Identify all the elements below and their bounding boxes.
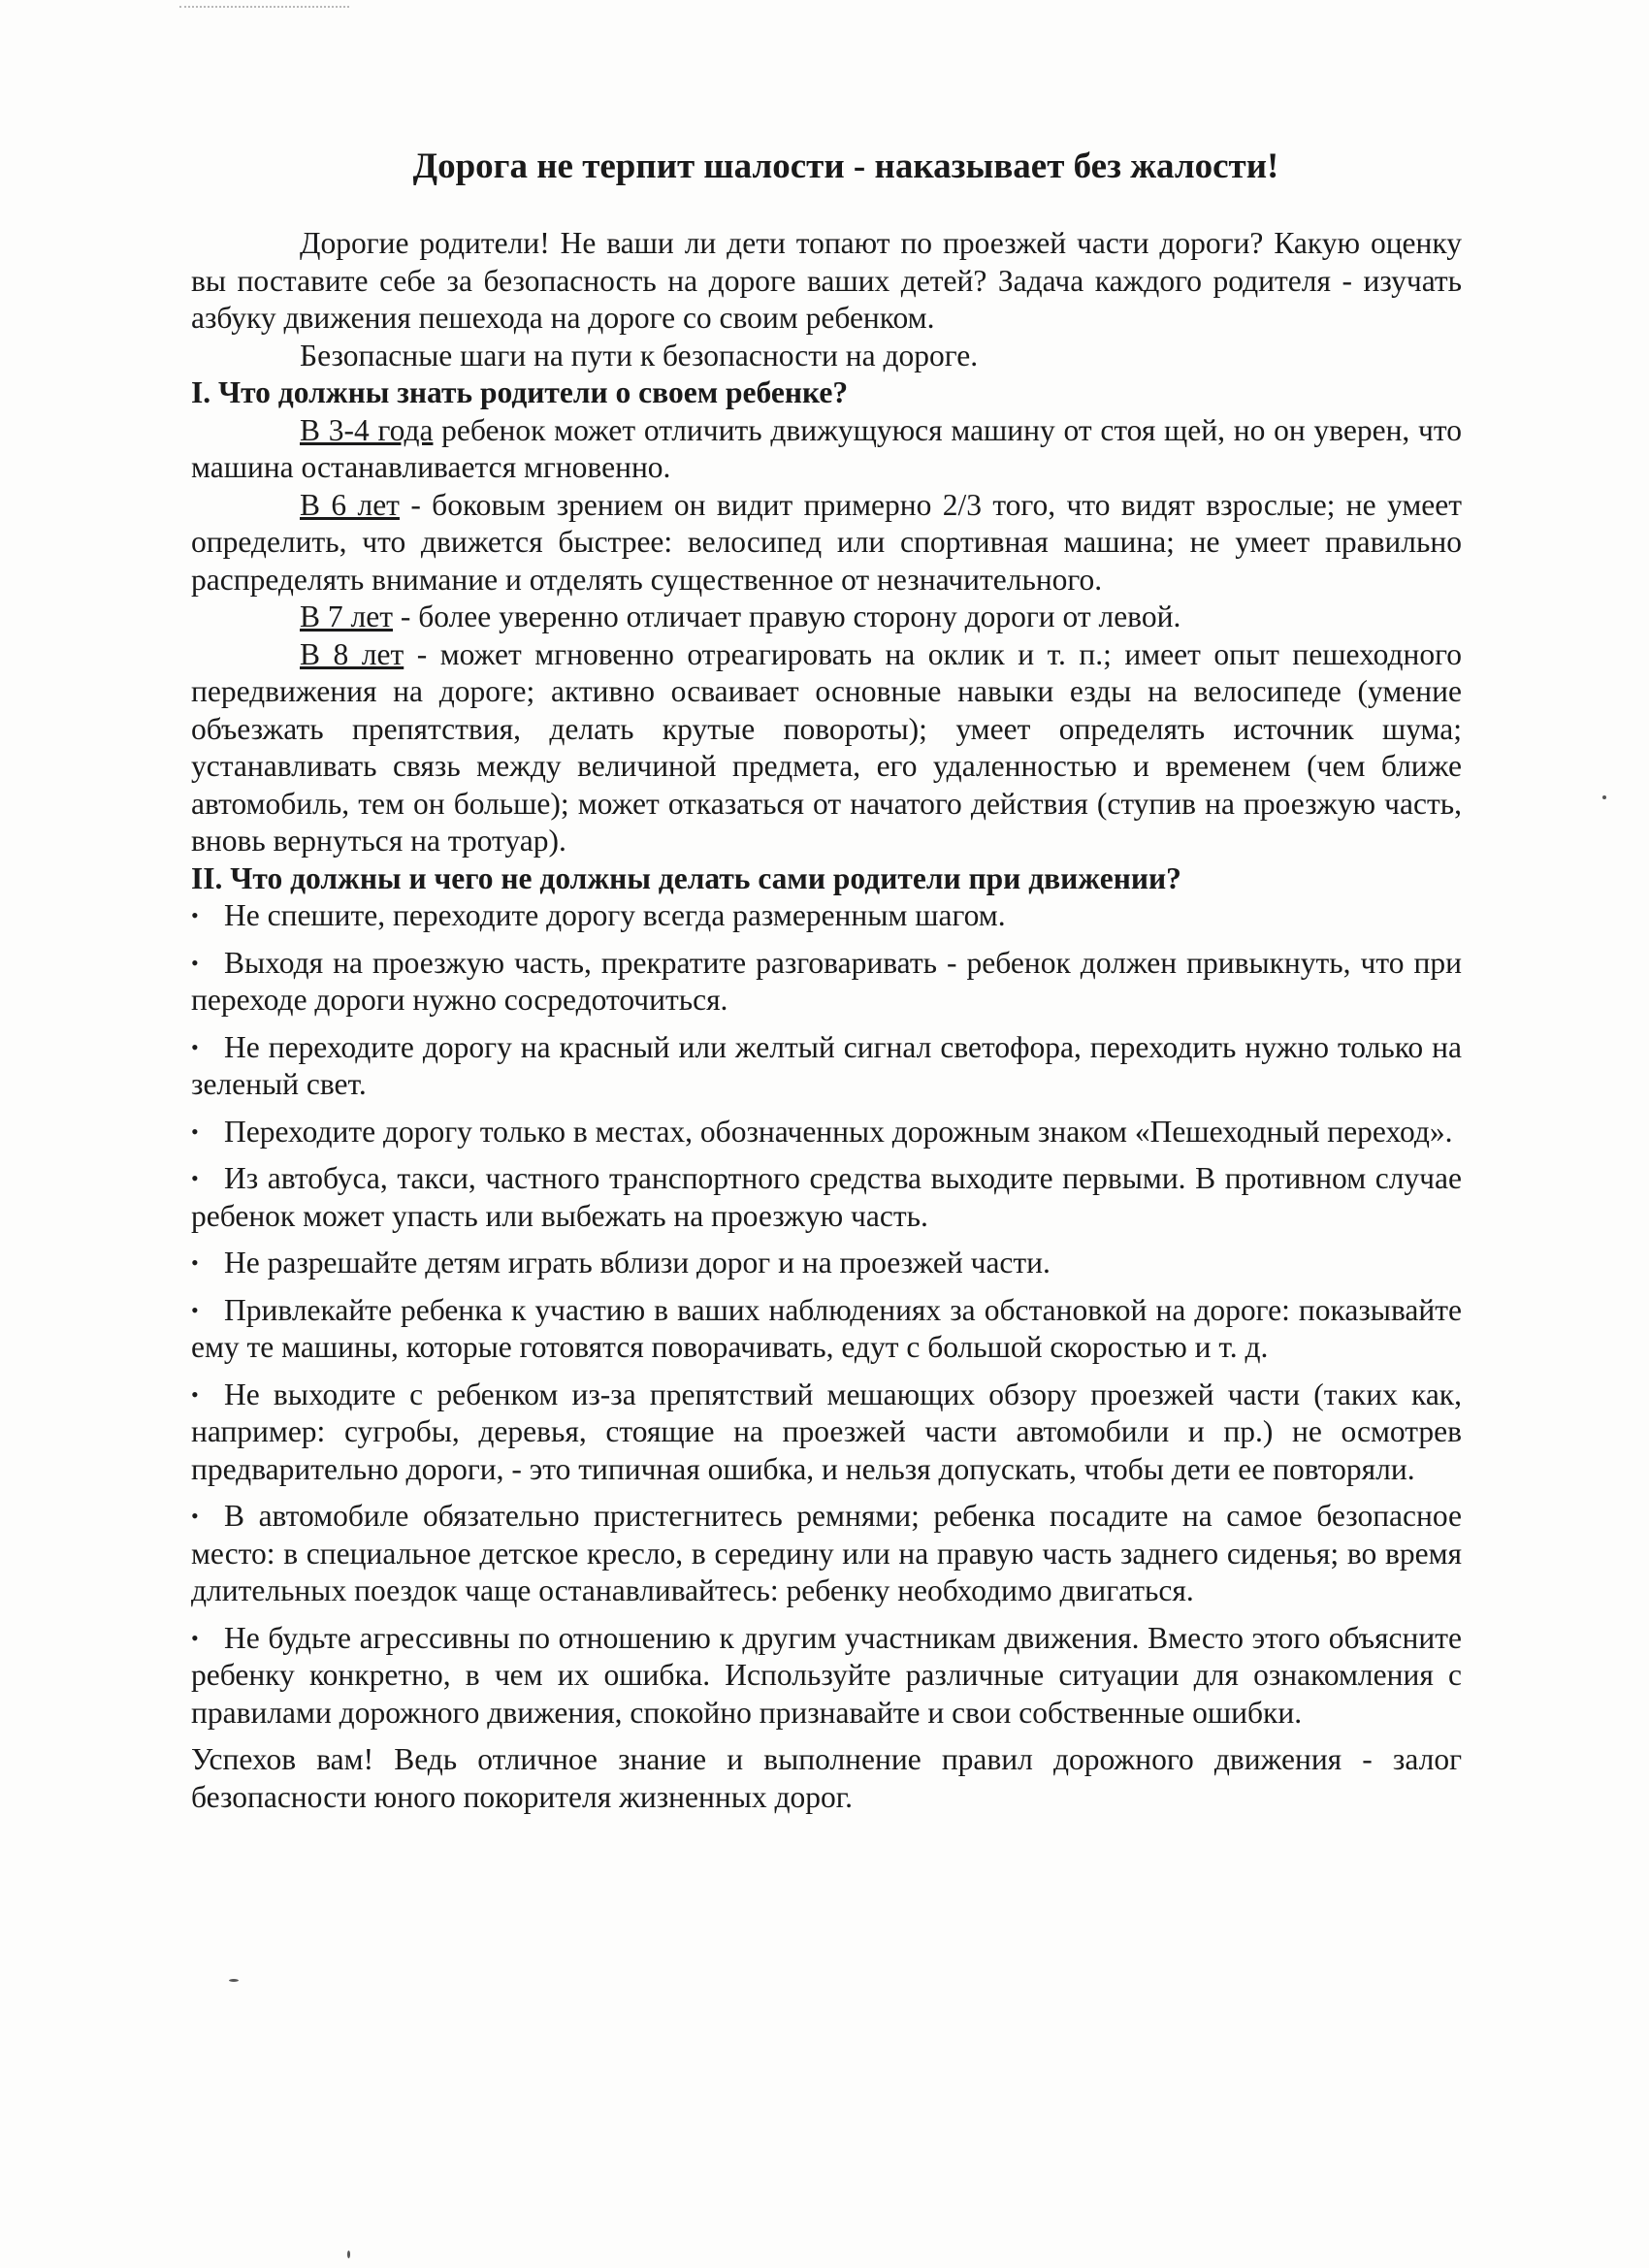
list-item <box>191 1160 1462 1235</box>
list-item-text: Выходя на проезжую часть, прекратите разговаривать - ребенок должен привыкнуть, что при переходе дороги нужно сосредоточиться. <box>191 945 1462 1017</box>
age-label: В 8 лет <box>300 636 404 671</box>
bullet-icon: • <box>191 1250 199 1275</box>
list-item-text: Из автобуса, такси, частного транспортного средства выходите первыми. В противном случае ребенок может упасть или выбежать на проезжую часть. <box>191 1161 1462 1233</box>
list-item <box>191 1620 1462 1733</box>
bullet-icon: • <box>191 1297 199 1322</box>
bullet-icon: • <box>191 1381 199 1407</box>
age-text: ребенок может отличить движущуюся машину от стоя щей, но он уверен, что машина останавливается мгновенно. <box>191 412 1462 484</box>
bullet-icon: • <box>191 1504 199 1528</box>
list-item <box>191 1292 1462 1367</box>
intro-paragraph: Дорогие родители! Не ваши ли дети топают по проезжей части дороги? Какую оценку вы поставите себе за безопасность на дороге ваших детей? Задача каждого родителя - изучать азбуку движения пешехода на дороге со своим ребенком. <box>191 226 1462 335</box>
scan-speck <box>1602 795 1606 799</box>
age-paragraph <box>191 636 1462 860</box>
age-text: - боковым зрением он видит примерно 2/3 того, что видят взрослые; не умеет определить, что движется быстрее: велосипед или спортивная машина; не умеет правильно распределять внимание и отделять существенное от незначительного. <box>191 487 1462 597</box>
document-title: Дорога не терпит шалости - наказывает без жалости! <box>412 146 1279 186</box>
bullet-icon: • <box>191 1118 199 1144</box>
age-paragraph <box>191 487 1462 599</box>
bullet-icon: • <box>191 903 199 927</box>
age-text: - может мгновенно отреагировать на оклик и т. п.; имеет опыт пешеходного передвижения на дороге; активно осваивает основные навыки езды на велосипеде (умение объезжать препятствия, делать крутые повороты); умеет определять источник шума; устанавливать связь между величиной предмета, его удаленностью и временем (чем ближе автомобиль, тем он больше); может отказаться от начатого действия (ступив на проезжую часть, вновь вернуться на тротуар). <box>191 636 1462 858</box>
list-item-text: Не разрешайте детям играть вблизи дорог и на проезжей части. <box>224 1246 1051 1280</box>
closing-paragraph: Успехов вам! Ведь отличное знание и выполнение правил дорожного движения - залог безопасности юного покорителя жизненных дорог. <box>191 1742 1462 1814</box>
list-item-text: Переходите дорогу только в местах, обозначенных дорожным знаком «Пешеходный переход». <box>224 1114 1453 1149</box>
age-label: В 3-4 года <box>300 412 434 447</box>
bullet-icon: • <box>191 1166 199 1190</box>
list-item <box>191 897 1462 935</box>
rules-list <box>191 897 1462 1732</box>
age-text: - более уверенно отличает правую сторону дороги от левой. <box>392 599 1181 633</box>
list-item <box>191 1245 1462 1282</box>
list-item-text: Привлекайте ребенка к участию в ваших наблюдениях за обстановкой на дороге: показывайте ему те машины, которые готовятся поворачивать, едут с большой скоростью и т. д. <box>191 1292 1462 1364</box>
bullet-icon: • <box>191 950 199 975</box>
list-item <box>191 945 1462 1020</box>
bullet-icon: • <box>191 1034 199 1059</box>
list-item-text: Не спешите, переходите дорогу всегда размеренным шагом. <box>224 898 1006 932</box>
scan-speck <box>347 2251 350 2258</box>
list-item-text: В автомобиле обязательно пристегнитесь ремнями; ребенка посадите на самое безопасное место: в специальное детское кресло, в середину или на правую часть заднего сиденья; во время длительных поездок чаще останавливайтесь: ребенку необходимо двигаться. <box>191 1499 1462 1607</box>
list-item-text: Не выходите с ребенком из-за препятствий мешающих обзору проезжей части (таких как, например: сугробы, деревья, стоящие на проезжей части автомобили и пр.) не осмотрев предварительно дороги, - это типичная ошибка, и нельзя допускать, чтобы дети ее повторяли. <box>191 1377 1462 1486</box>
section-2-heading: II. Что должны и чего не должны делать сами родители при движении? <box>191 860 1181 895</box>
list-item <box>191 1029 1462 1104</box>
scan-speck <box>229 1979 239 1982</box>
list-item <box>191 1377 1462 1489</box>
age-label: В 6 лет <box>300 487 400 522</box>
section-1-heading: I. Что должны знать родители о своем ребенке? <box>191 375 849 409</box>
age-paragraph <box>191 412 1462 487</box>
list-item <box>191 1114 1462 1151</box>
age-paragraph <box>191 599 1462 636</box>
list-item-text: Не переходите дорогу на красный или желтый сигнал светофора, переходить нужно только на зеленый свет. <box>191 1029 1462 1101</box>
bullet-icon: • <box>191 1625 199 1650</box>
age-label: В 7 лет <box>300 599 393 633</box>
document-body <box>191 146 1462 1816</box>
list-item-text: Не будьте агрессивны по отношению к другим участникам движения. Вместо этого объясните ребенку конкретно, в чем их ошибка. Используйте различные ситуации для ознакомления с правилами дорожного движения, спокойно признавайте и свои собственные ошибки. <box>191 1620 1462 1730</box>
steps-line: Безопасные шаги на пути к безопасности на дороге. <box>300 338 979 373</box>
list-item <box>191 1498 1462 1610</box>
scan-artifact-line <box>179 6 349 11</box>
